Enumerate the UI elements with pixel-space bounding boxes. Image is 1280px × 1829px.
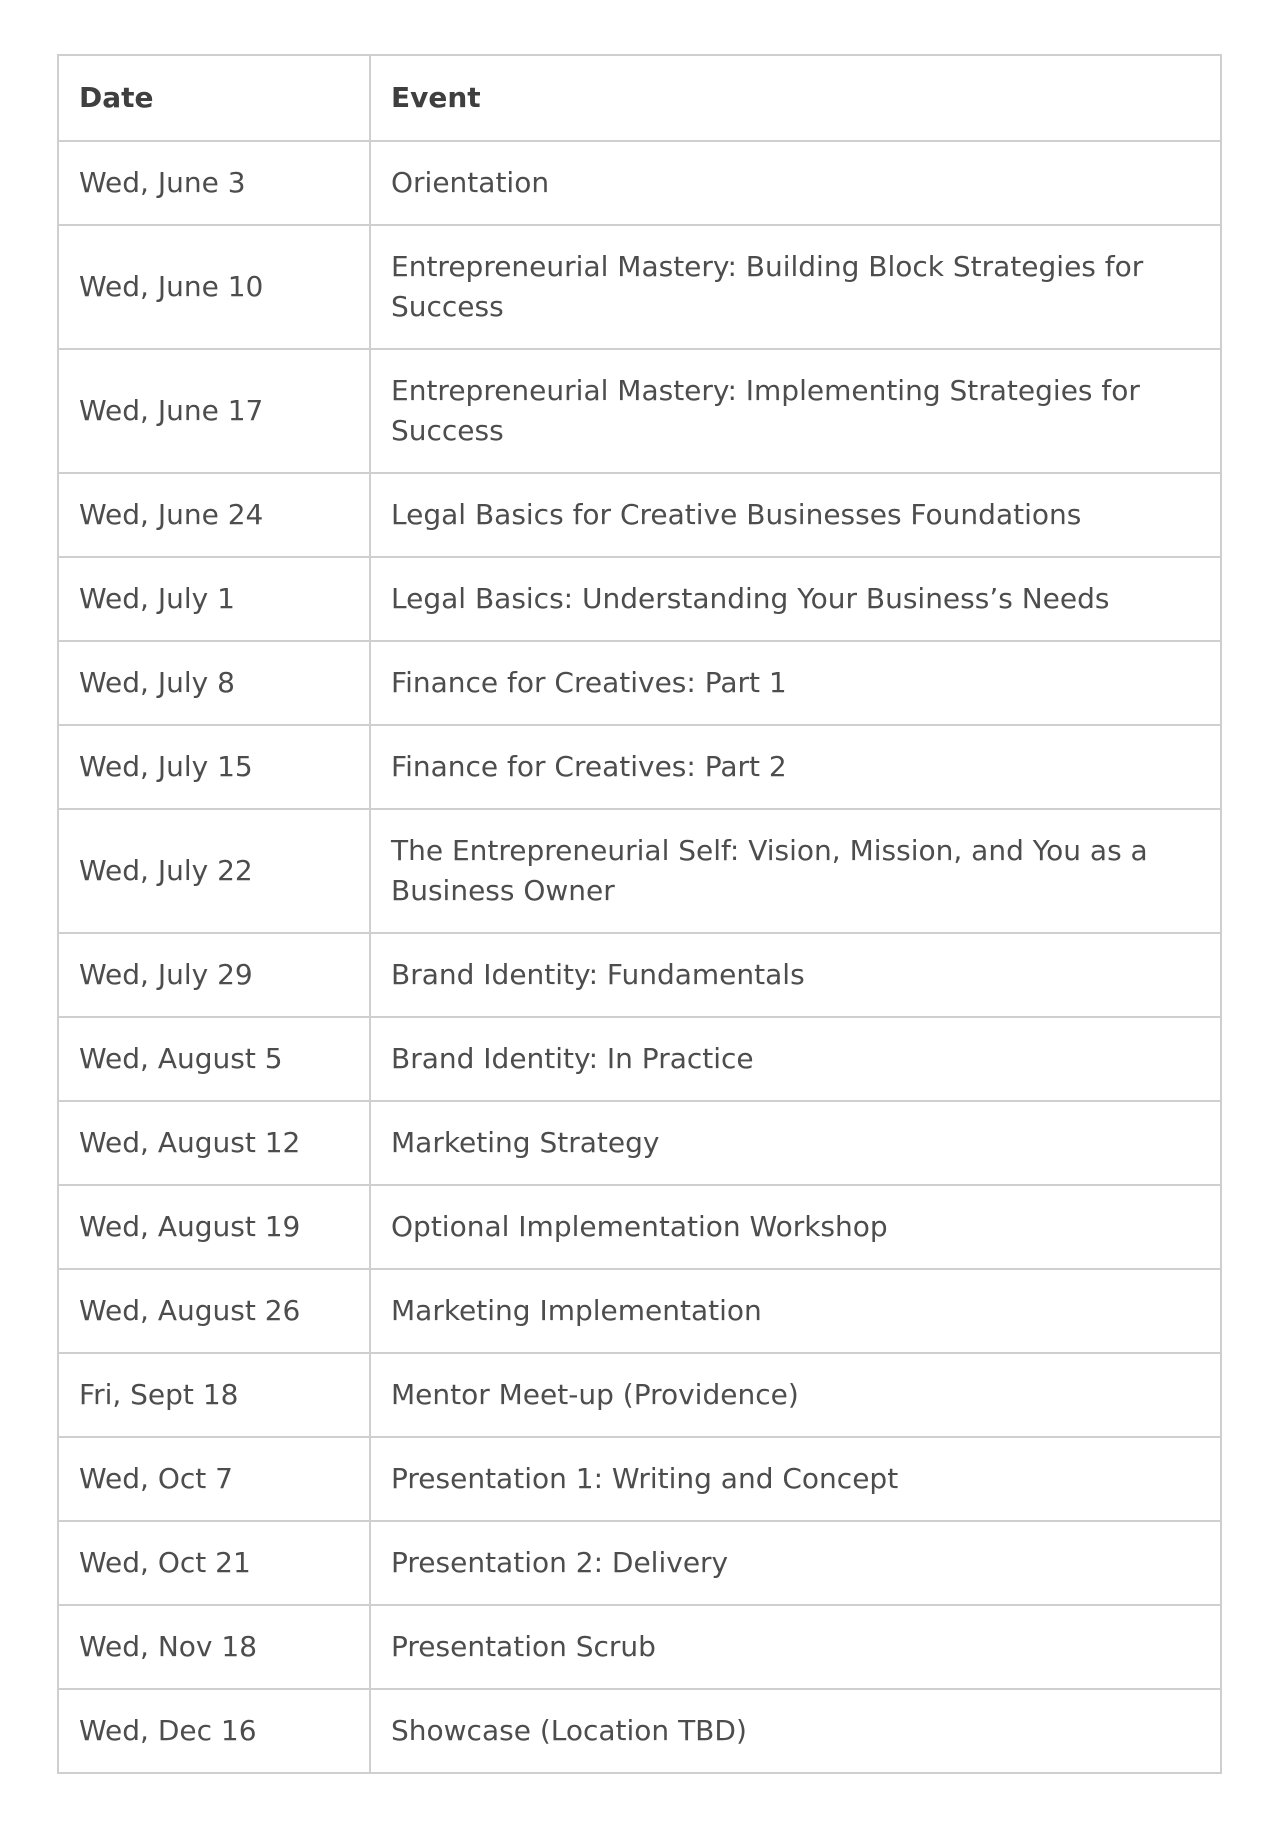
- table-header-row: [58, 55, 1221, 141]
- date-cell: Wed, Nov 18: [58, 1605, 370, 1689]
- event-cell: Optional Implementation Workshop: [370, 1185, 1221, 1269]
- date-cell: Wed, July 29: [58, 933, 370, 1017]
- table-row: [58, 725, 1221, 809]
- date-cell: Wed, August 19: [58, 1185, 370, 1269]
- table-row: [58, 1689, 1221, 1773]
- event-cell: Finance for Creatives: Part 1: [370, 641, 1221, 725]
- table-row: [58, 933, 1221, 1017]
- date-cell: Wed, July 15: [58, 725, 370, 809]
- date-cell: Wed, June 10: [58, 225, 370, 349]
- table-row: [58, 1353, 1221, 1437]
- table-row: [58, 473, 1221, 557]
- event-cell: Showcase (Location TBD): [370, 1689, 1221, 1773]
- table-row: [58, 225, 1221, 349]
- schedule-table: [57, 54, 1222, 1774]
- table-row: [58, 349, 1221, 473]
- date-cell: Fri, Sept 18: [58, 1353, 370, 1437]
- date-cell: Wed, Oct 21: [58, 1521, 370, 1605]
- date-column-header: Date: [58, 55, 370, 141]
- table-row: [58, 557, 1221, 641]
- table-row: [58, 141, 1221, 225]
- date-cell: Wed, June 3: [58, 141, 370, 225]
- table-row: [58, 1269, 1221, 1353]
- date-cell: Wed, July 1: [58, 557, 370, 641]
- event-cell: Presentation Scrub: [370, 1605, 1221, 1689]
- table-row: [58, 1017, 1221, 1101]
- event-cell: Entrepreneurial Mastery: Building Block Strategies for Success: [370, 225, 1221, 349]
- date-cell: Wed, July 22: [58, 809, 370, 933]
- event-cell: The Entrepreneurial Self: Vision, Mission, and You as a Business Owner: [370, 809, 1221, 933]
- date-cell: Wed, August 26: [58, 1269, 370, 1353]
- event-cell: Finance for Creatives: Part 2: [370, 725, 1221, 809]
- date-cell: Wed, June 17: [58, 349, 370, 473]
- table-row: [58, 1101, 1221, 1185]
- table-row: [58, 1185, 1221, 1269]
- event-cell: Brand Identity: Fundamentals: [370, 933, 1221, 1017]
- table-row: [58, 1605, 1221, 1689]
- event-cell: Legal Basics: Understanding Your Business’s Needs: [370, 557, 1221, 641]
- table-row: [58, 1521, 1221, 1605]
- event-cell: Legal Basics for Creative Businesses Foundations: [370, 473, 1221, 557]
- date-cell: Wed, August 12: [58, 1101, 370, 1185]
- event-cell: Mentor Meet-up (Providence): [370, 1353, 1221, 1437]
- event-cell: Entrepreneurial Mastery: Implementing Strategies for Success: [370, 349, 1221, 473]
- date-cell: Wed, Oct 7: [58, 1437, 370, 1521]
- date-cell: Wed, July 8: [58, 641, 370, 725]
- date-cell: Wed, June 24: [58, 473, 370, 557]
- event-cell: Marketing Implementation: [370, 1269, 1221, 1353]
- table-row: [58, 1437, 1221, 1521]
- event-cell: Brand Identity: In Practice: [370, 1017, 1221, 1101]
- event-cell: Orientation: [370, 141, 1221, 225]
- event-cell: Presentation 1: Writing and Concept: [370, 1437, 1221, 1521]
- event-column-header: Event: [370, 55, 1221, 141]
- event-cell: Marketing Strategy: [370, 1101, 1221, 1185]
- event-cell: Presentation 2: Delivery: [370, 1521, 1221, 1605]
- table-row: [58, 809, 1221, 933]
- date-cell: Wed, Dec 16: [58, 1689, 370, 1773]
- date-cell: Wed, August 5: [58, 1017, 370, 1101]
- table-row: [58, 641, 1221, 725]
